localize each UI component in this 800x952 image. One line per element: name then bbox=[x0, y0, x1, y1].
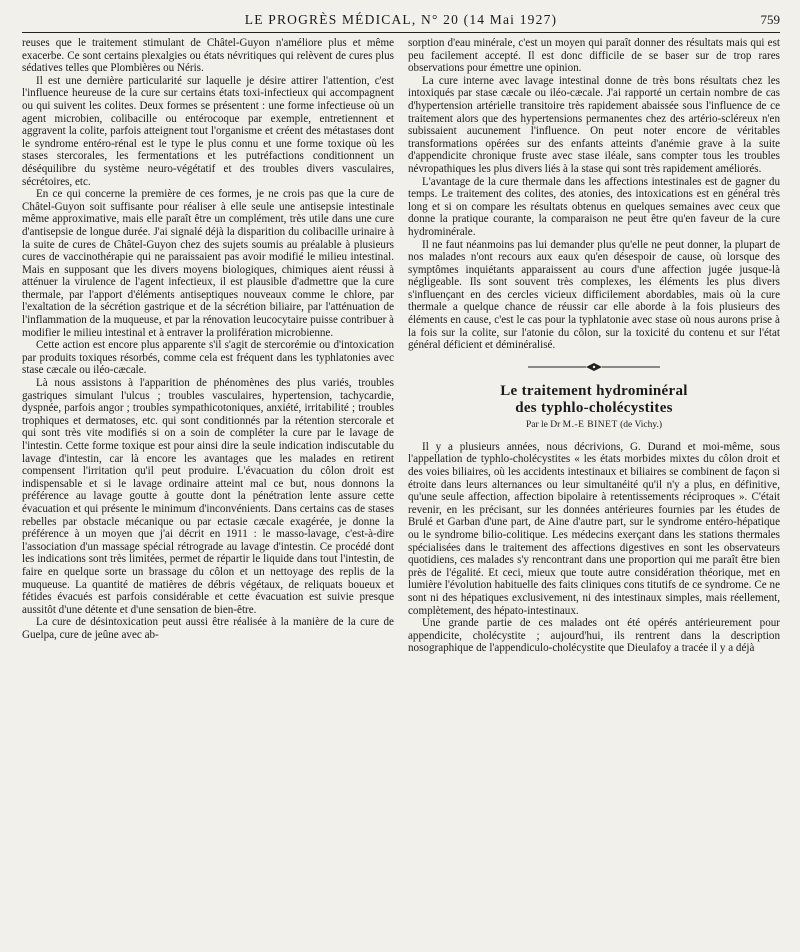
paragraph: L'avantage de la cure thermale dans les affections intestinales est de gagner du temps. Le traitement des colites, des atonies, des intoxications est en général très long et si on compare les résultats obtenus en quelques semaines avec ceux que donne la pratique courante, la comparaison ne peut être qu'en faveur de la cure hydrominérale. bbox=[408, 175, 780, 238]
paragraph: Cette action est encore plus apparente s'il s'agit de stercorémie ou d'intoxication par produits toxiques résorbés, comme cela est fréquent dans les typhlatonies avec stase cæcale ou iléo-cæcale. bbox=[22, 339, 394, 377]
paragraph: La cure de désintoxication peut aussi être réalisée à la manière de la cure de Guelpa, cure de jeûne avec ab- bbox=[22, 616, 394, 641]
journal-title: LE PROGRÈS MÉDICAL, N° 20 (14 Mai 1927) bbox=[244, 12, 558, 27]
left-column bbox=[22, 37, 394, 655]
right-column bbox=[408, 37, 780, 655]
paragraph: Il ne faut néanmoins pas lui demander plus qu'elle ne peut donner, la plupart de nos malades n'ont recours aux eaux qu'en désespoir de cause, où lorsque des symptômes inquiétants apparaissent au cours d'une affection jugée jusque-là négligeable. Ils sont souvent très complexes, les éléments les plus divers s'influençant en des cercles vicieux difficilement abordables, mais où la cure thermale a quelque chance de réussir car elle aborde à la fois plusieurs des éléments en cause, c'est le cas pour la typhlatonie avec stase où nous aurons prise à la fois sur la colite, sur l'atonie du côlon, sur la toxicité du contenu et sur l'état général déficient et déminéralisé. bbox=[408, 238, 780, 352]
paragraph: Il est une dernière particularité sur laquelle je désire attirer l'attention, c'est l'influence heureuse de la cure sur certains états toxi-infectieux qui accompagnent ou qui suivent les colites. Deux formes se présentent : une forme infectieuse où un agent microbien, colibacille ou entérocoque par exemple, entretiennent et aggravent la colite, parfois atteignent tout l'organisme et créent des métastases dont le syndrome entéro-rénal est le type le plus connu et une forme toxique où les stases stercorales, les fermentations et les putréfactions conditionnent un déséquilibre du système neuro-végétatif et des troubles divers vasculaires, sécrétoires, etc. bbox=[22, 74, 394, 188]
paragraph: La cure interne avec lavage intestinal donne de très bons résultats chez les intoxiqués par stase cæcale ou iléo-cæcale. J'ai rapporté un certain nombre de cas d'hypertension artérielle transitoire très rapidement abaissée sous l'influence de ce traitement alors que des hypertensions permanentes chez des artério-scléreux n'en subissaient aucunement l'influence. On peut noter encore de véritables transformations opérées sur des enfants atteints d'anémie grave à la suite d'appendicite chronique fruste avec stase iléale, sans compter tous les troubles névropathiques les plus divers liés à la stase qui sont très rapidement améliorés. bbox=[408, 74, 780, 175]
paragraph: Une grande partie de ces malades ont été opérés antérieurement pour appendicite, cholécystite ; aujourd'hui, ils rentrent dans la description nosographique de l'appendiculo-cholécystite que Dieulafoy a tracée il y a déjà bbox=[408, 617, 780, 655]
article-byline bbox=[408, 419, 780, 431]
paragraph: Là nous assistons à l'apparition de phénomènes des plus variés, troubles gastriques simulant l'ulcus ; troubles vasculaires, hypertension, tachycardie, dyspnée, parfois angor ; troubles sympathicotoniques, anxiété, irritabilité ; troubles trophiques et dermatoses, etc. qui sont conditionnés par la rétention stercorale et qui sont très vite modifiés si on a soin de compléter la cure par le lavage de l'intestin. Cette forme toxique est pour ainsi dire la seule indication indiscutable du lavage d'intestin, car là encore les avantages que les malades en retirent compensent l'irritation qu'il peut produire. L'évacuation du côlon droit est indispensable et si le lavage ordinaire atteint mal ce but, nous donnons la préférence au lavage goutte à goutte dont la pénétration lente assure cette évacuation et qui présente le minimum d'inconvénients. Dans certains cas de stases rebelles par obstacle mécanique ou par ectasie cæcale exagérée, je donne la préférence à un moyen que j'ai décrit en 1911 : le masso-lavage, c'est-à-dire l'association d'un massage spécial rétrograde au lavage d'intestin. Ce procédé dont les indications sont très limitées, permet de répartir le liquide dans tout l'intestin, de faire en quelque sorte un brassage du côlon et un nettoyage des replis de la muqueuse. La quantité de matières de débris végétaux, de reliquats boueux et fétides évacués est parfois considérable et cette évacuation est suivie presque aussitôt d'une détente et d'une sensation de bien-être. bbox=[22, 377, 394, 616]
byline-author: M.-E BINET bbox=[562, 419, 618, 430]
article-title bbox=[408, 383, 780, 417]
byline-place: (de Vichy.) bbox=[620, 419, 663, 430]
article-title-line: Le traitement hydrominéral bbox=[500, 382, 688, 399]
paragraph: En ce qui concerne la première de ces formes, je ne crois pas que la cure de Châtel-Guyon soit suffisante pour réaliser à elle seule une antisepsie intestinale même approximative, mais elle paraît être un complément, très utile dans une cure d'antisepsie de longue durée. J'ai signalé déjà la disparition du colibacille urinaire à la suite de cures de Châtel-Guyon chez des sujets soumis au préalable à plusieurs cures de vaccinothérapie qui ne paraissaient pas avoir modifié le milieu intestinal. Mais en supposant que les divers moyens biologiques, chimiques aient réussi à atténuer la virulence de l'agent infectieux, il est plausible d'admettre que la cure thermale, par l'apport d'éléments antiseptiques nouveaux comme le chlore, par l'exaltation de la sécrétion gastrique et de la sécrétion biliaire, par l'atténuation de l'inflammation de la muqueuse, et par la rénovation leucocytaire puisse contribuer à modifier le milieu intestinal et à entraver la prolifération microbienne. bbox=[22, 188, 394, 339]
page-number: 759 bbox=[760, 12, 780, 27]
byline-prefix: Par le Dr bbox=[525, 419, 561, 430]
paragraph: Il y a plusieurs années, nous décrivions, G. Durand et moi-même, sous l'appellation de typhlo-cholécystites « les états morbides mixtes du côlon droit et des voies biliaires, où les accidents intestinaux et biliaires se combinent de façon si étroite dans leurs alternances ou leur simultanéité qu'il n'y a plus, en définitive, qu'une seule affection, affection bipolaire à retentissements réciproques ». C'était revenir, en les précisant, sur les données antérieures fournies par les études de Brulé et Garban d'une part, de Aine d'autre part, sur le syndrome entéro-hépatique ou le syndrome bilio-colitique. Les médecins exerçant dans les stations thermales spécialisées dans le traitement des affections digestives en sont les observateurs quotidiens, ces malades s'y rencontrant dans une proportion qui me paraît être bien près de l'égalité. Et ceci, mieux que toute autre considération théorique, met en lumière l'évolution habituelle des faits cliniques cons titutifs de ce syndrome. Ce ne sont ni des hépatiques exclusivement, ni des intestinaux simples, mais réellement, complètement, des hépato-intestinaux. bbox=[408, 440, 780, 617]
running-header bbox=[22, 6, 780, 33]
section-separator-ornament bbox=[408, 355, 780, 379]
article-title-line: des typhlo-cholécystites bbox=[515, 399, 673, 416]
paragraph: reuses que le traitement stimulant de Châtel-Guyon n'améliore plus et même exacerbe. Ce sont certains plexalgies ou états névritiques qui relèvent de cures plus sédatives telles que Plombières ou Néris. bbox=[22, 37, 394, 75]
two-column-body bbox=[22, 37, 780, 655]
paragraph: sorption d'eau minérale, c'est un moyen qui paraît donner des résultats mais qui est peu facilement accepté. Il est donc difficile de se baser sur de trop rares observations pour émettre une opinion. bbox=[408, 37, 780, 75]
